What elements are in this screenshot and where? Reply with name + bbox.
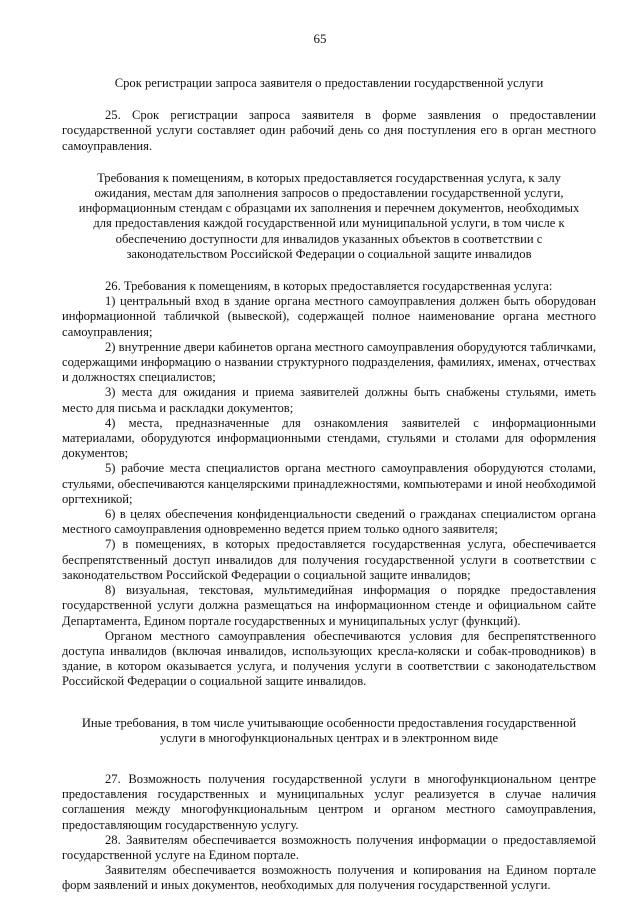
document-body bbox=[62, 76, 596, 894]
requirement-item-1: 1) центральный вход в здание органа местного самоуправления должен быть оборудован информационной табличкой (вывеской), содержащей полное наименование органа местного самоуправления; bbox=[62, 294, 596, 339]
paragraph-27: 27. Возможность получения государственной услуги в многофункциональном центре предоставления государственных и муниципальных услуг реализуется в случае наличия соглашения между многофункциональным центром и органом местного самоуправления, предоставляющим государственную услугу. bbox=[62, 771, 596, 832]
paragraph-26-intro: 26. Требования к помещениям, в которых предоставляется государственная услуга: bbox=[105, 279, 553, 294]
requirement-item-5: 5) рабочие места специалистов органа местного самоуправления оборудуются столами, стульями, обеспечиваются канцелярскими принадлежностями, компьютерами и иной необходимой оргтехникой; bbox=[62, 461, 596, 506]
section-heading-other-requirements: Иные требования, в том числе учитывающие особенности предоставления государственной услуги в многофункциональных центрах и в электронном виде bbox=[81, 715, 577, 745]
requirement-item-7: 7) в помещениях, в которых предоставляется государственная услуга, обеспечивается беспрепятственный доступ инвалидов для получения государственной услуги в соответствии с законодательством Российской Федерации о социальной защите инвалидов; bbox=[62, 537, 596, 582]
section-heading-premises-requirements: Требования к помещениям, в которых предоставляется государственная услуга, к залу ожидания, местам для заполнения запросов о предоставлении государственной услуги, информационным стендам с образцами их заполнения и перечнем документов, необходимых для предоставления каждой государственной или муниципальной услуги, в том числе к обеспечению доступности для инвалидов указанных объектов в соответствии с законодательством Российской Федерации о социальной защите инвалидов bbox=[78, 170, 580, 261]
paragraph-accessibility: Органом местного самоуправления обеспечиваются условия для беспрепятственного доступа инвалидов (включая инвалидов, использующих кресла-коляски и собак-проводников) в здание, в котором оказывается услуга, и получения услуги в соответствии с законодательством Российской Федерации о социальной защите инвалидов. bbox=[62, 628, 596, 689]
paragraph-25: 25. Срок регистрации запроса заявителя в форме заявления о предоставлении государственной услуги составляет один рабочий день со дня поступления его в орган местного самоуправления. bbox=[62, 108, 596, 153]
requirement-item-4: 4) места, предназначенные для ознакомления заявителей с информационными материалами, оборудуются информационными стендами, стульями и столами для оформления документов; bbox=[62, 415, 596, 461]
paragraph-28: 28. Заявителям обеспечивается возможность получения информации о предоставляемой государственной услуге на Едином портале. bbox=[62, 832, 596, 862]
paragraph-forms-copying: Заявителям обеспечивается возможность получения и копирования на Едином портале форм заявлений и иных документов, необходимых для получения государственной услуги. bbox=[62, 863, 596, 893]
requirement-item-2: 2) внутренние двери кабинетов органа местного самоуправления оборудуются табличками, содержащими информацию о названии структурного подразделения, фамилиях, именах, отчествах и должностях специалистов; bbox=[62, 339, 596, 385]
requirement-item-6: 6) в целях обеспечения конфиденциальности сведений о гражданах специалистом органа местного самоуправления одновременно ведется прием только одного заявителя; bbox=[62, 507, 596, 537]
section-heading-registration-term: Срок регистрации запроса заявителя о предоставлении государственной услуги bbox=[114, 76, 544, 90]
page-number: 65 bbox=[313, 31, 327, 46]
requirement-item-8: 8) визуальная, текстовая, мультимедийная информация о порядке предоставления государственной услуги должна размещаться на информационном стенде и официальном сайте Департамента, Едином портале государственных и муниципальных услуг (функций). bbox=[62, 583, 596, 628]
requirement-item-3: 3) места для ожидания и приема заявителей должны быть снабжены стульями, иметь место для письма и раскладки документов; bbox=[62, 385, 596, 415]
